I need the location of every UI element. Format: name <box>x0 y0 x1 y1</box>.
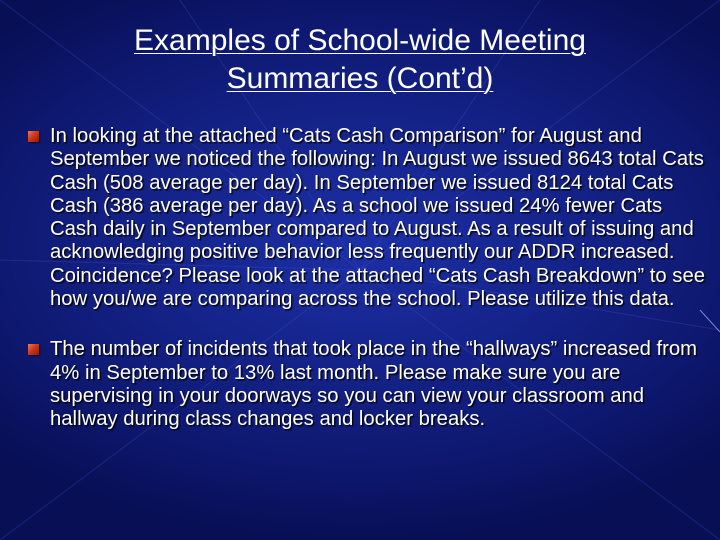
square-bullet-icon <box>28 131 39 142</box>
bullet-text-cats-cash: In looking at the attached “Cats Cash Comparison” for August and September we noticed the following: In August we issued 8643 total Cats Cash (508 average per day). In September we issued 8124 total Cats Cash (386 average per day). As a school we issued 24% fewer Cats Cash daily in September compared to August. As a result of issuing and acknowledging positive behavior less frequently our ADDR increased. Coincidence? Please look at the attached “Cats Cash Breakdown” to see how you/we are comparing across the school. Please utilize this data. <box>50 125 706 311</box>
square-bullet-icon <box>28 344 39 355</box>
bullet-item-cats-cash <box>28 125 708 311</box>
bullet-list <box>28 125 708 432</box>
title-line-1: Examples of School-wide Meeting <box>134 24 586 57</box>
bullet-item-hallways <box>28 338 708 431</box>
bullet-text-hallways: The number of incidents that took place in the “hallways” increased from 4% in September to 13% last month. Please make sure you are supervising in your doorways so you can view your classroom and hallway during class changes and locker breaks. <box>50 338 698 431</box>
title-line-2: Summaries (Cont’d) <box>226 62 494 95</box>
slide-title <box>40 22 680 98</box>
